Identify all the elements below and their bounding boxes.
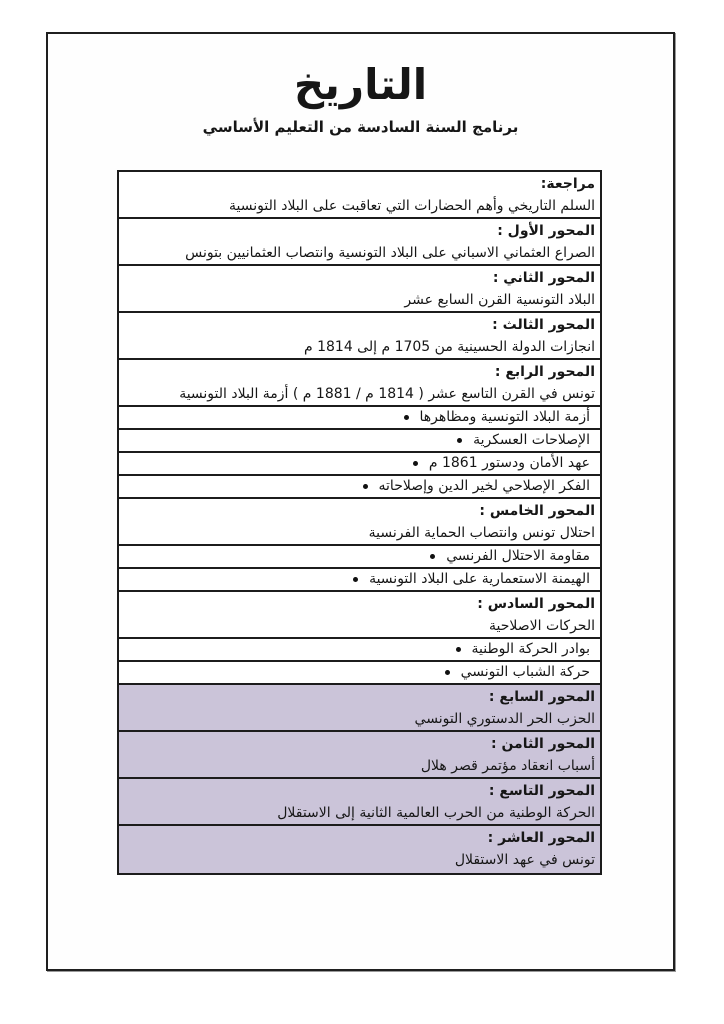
bullet-icon (353, 577, 358, 582)
section-row (119, 499, 600, 546)
section-body: الحزب الحر الدستوري التونسي (414, 711, 595, 727)
section-body: السلم التاريخي وأهم الحضارات التي تعاقبت على البلاد التونسية (229, 198, 595, 214)
bullet-row (119, 569, 600, 592)
section-header: المحور السادس : (477, 596, 595, 612)
bullet-row (119, 453, 600, 476)
section-body: تونس في القرن التاسع عشر ( 1814 م / 1881 م ) أزمة البلاد التونسية (179, 386, 595, 402)
bullet-icon (457, 438, 462, 443)
section-row (119, 779, 600, 826)
bullet-text: حركة الشباب التونسي (460, 664, 590, 680)
bullet-text: الإصلاحات العسكرية (473, 432, 590, 448)
section-header: المحور التاسع : (488, 783, 595, 799)
section-header: المحور العاشر : (487, 830, 595, 846)
section-header: المحور الرابع : (494, 364, 595, 380)
bullet-row (119, 546, 600, 569)
section-row (119, 313, 600, 360)
section-body: تونس في عهد الاستقلال (454, 852, 595, 868)
bullet-icon (430, 554, 435, 559)
section-body: الحركات الاصلاحية (489, 618, 595, 634)
bullet-icon (404, 415, 409, 420)
bullet-icon (445, 670, 450, 675)
bullet-text: بوادر الحركة الوطنية (471, 641, 590, 657)
bullet-row (119, 662, 600, 685)
bullet-icon (363, 484, 368, 489)
section-header: المحور الأول : (497, 223, 595, 239)
section-row (119, 360, 600, 407)
bullet-text: أزمة البلاد التونسية ومظاهرها (419, 409, 590, 425)
section-body: احتلال تونس وانتصاب الحماية الفرنسية (368, 525, 595, 541)
section-header: المحور الثامن : (490, 736, 595, 752)
bullet-row (119, 430, 600, 453)
section-body: أسباب انعقاد مؤتمر قصر هلال (420, 758, 595, 774)
section-header: مراجعة: (540, 176, 595, 192)
section-header: المحور السابع : (488, 689, 595, 705)
section-row (119, 685, 600, 732)
section-body: الحركة الوطنية من الحرب العالمية الثانية إلى الاستقلال (277, 805, 595, 821)
section-row (119, 219, 600, 266)
section-header: المحور الثالث : (492, 317, 595, 333)
curriculum-table (117, 170, 602, 875)
section-row (119, 266, 600, 313)
section-row (119, 592, 600, 639)
section-header: المحور الخامس : (479, 503, 595, 519)
section-body: الصراع العثماني الاسباني على البلاد التونسية وانتصاب العثمانيين بتونس (185, 245, 595, 261)
section-row (119, 826, 600, 873)
section-body: انجازات الدولة الحسينية من 1705 م إلى 1814 م (303, 339, 595, 355)
bullet-text: الفكر الإصلاحي لخير الدين وإصلاحاته (378, 478, 590, 494)
section-row (119, 732, 600, 779)
bullet-row (119, 407, 600, 430)
page-subtitle: برنامج السنة السادسة من التعليم الأساسي (202, 118, 519, 136)
page-title: التاريخ (293, 60, 428, 109)
section-header: المحور الثاني : (492, 270, 595, 286)
section-row (119, 172, 600, 219)
bullet-text: مقاومة الاحتلال الفرنسي (446, 548, 590, 564)
page-border (46, 32, 675, 971)
bullet-icon (413, 461, 418, 466)
bullet-icon (456, 647, 461, 652)
bullet-text: عهد الأمان ودستور 1861 م (428, 455, 590, 471)
section-body: البلاد التونسية القرن السابع عشر (404, 292, 595, 308)
bullet-text: الهيمنة الاستعمارية على البلاد التونسية (369, 571, 590, 587)
bullet-row (119, 639, 600, 662)
bullet-row (119, 476, 600, 499)
